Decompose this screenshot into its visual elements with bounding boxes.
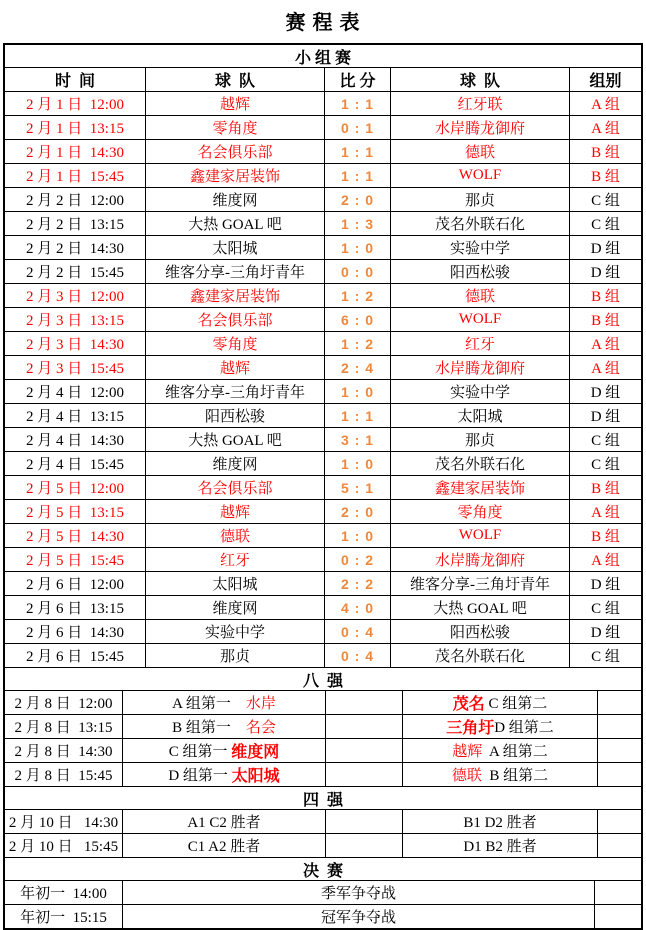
home-team-cell: 零角度 (145, 116, 324, 139)
team-name: 太阳城 (231, 768, 280, 785)
match-row (5, 211, 641, 235)
team-name: 越辉 (452, 744, 483, 760)
column-header-team2: 球 队 (390, 68, 569, 91)
team-name: 茂名 (452, 696, 485, 713)
home-team-cell (122, 715, 325, 738)
score-cell (325, 715, 402, 738)
away-team-cell: 那贞 (390, 188, 569, 211)
match-row (5, 283, 641, 307)
seed-label: D 组第二 (494, 720, 554, 736)
column-header-score: 比 分 (324, 68, 390, 91)
score-cell: 3 : 1 (324, 428, 390, 451)
away-team-cell: 维客分享-三角圩青年 (390, 572, 569, 595)
group-cell (597, 691, 641, 714)
group-cell: B 组 (569, 164, 641, 187)
score-cell: 1 : 1 (324, 92, 390, 115)
group-cell (597, 715, 641, 738)
away-team-cell: 茂名外联石化 (390, 452, 569, 475)
score-cell: 1 : 1 (324, 404, 390, 427)
time-cell: 2 月 8 日 14:30 (14, 744, 113, 760)
time-cell: 2 月 2 日 13:15 (26, 217, 124, 233)
final-label-cell: 季军争夺战 (122, 881, 594, 904)
score-cell: 0 : 1 (324, 116, 390, 139)
match-row (5, 833, 641, 857)
away-team-cell: 大热 GOAL 吧 (390, 596, 569, 619)
away-team-cell: 红牙 (390, 332, 569, 355)
away-team-cell: 德联 (390, 140, 569, 163)
group-cell: D 组 (569, 404, 641, 427)
away-team-cell: 实验中学 (390, 380, 569, 403)
match-row (5, 331, 641, 355)
away-team-cell: 水岸腾龙御府 (390, 356, 569, 379)
team-name: 名会 (245, 720, 276, 736)
group-cell: B 组 (569, 140, 641, 163)
time-cell: 2 月 1 日 12:00 (26, 97, 124, 113)
home-team-cell: 大热 GOAL 吧 (145, 212, 324, 235)
home-team-cell: 维客分享-三角圩青年 (145, 260, 324, 283)
match-row (5, 690, 641, 714)
group-cell: A 组 (569, 116, 641, 139)
group-cell: A 组 (569, 500, 641, 523)
time-cell: 2 月 4 日 15:45 (26, 457, 124, 473)
time-cell: 2 月 8 日 12:00 (14, 696, 113, 712)
match-row (5, 355, 641, 379)
group-cell (597, 834, 641, 857)
away-team-cell: 那贞 (390, 428, 569, 451)
match-row (5, 403, 641, 427)
home-team-cell: 越辉 (145, 500, 324, 523)
time-cell: 2 月 5 日 15:45 (26, 553, 124, 569)
time-cell: 2 月 5 日 12:00 (26, 481, 124, 497)
group-cell: B 组 (569, 308, 641, 331)
away-team-cell: D1 B2 胜者 (402, 834, 597, 857)
score-cell: 0 : 4 (324, 644, 390, 667)
group-cell (594, 905, 641, 928)
team-name: 三角圩 (446, 720, 495, 737)
time-cell: 2 月 1 日 14:30 (26, 145, 124, 161)
seed-label: B 组第一 (172, 720, 246, 736)
home-team-cell (122, 739, 325, 762)
home-team-cell: 鑫建家居装饰 (145, 164, 324, 187)
away-team-cell: 德联 (390, 284, 569, 307)
home-team-cell: C1 A2 胜者 (122, 834, 325, 857)
home-team-cell (122, 691, 325, 714)
match-row (5, 738, 641, 762)
match-row (5, 595, 641, 619)
match-row (5, 187, 641, 211)
group-cell: A 组 (569, 548, 641, 571)
column-header-group: 组别 (569, 68, 641, 91)
seed-label: C 组第二 (484, 696, 548, 712)
group-cell: C 组 (569, 644, 641, 667)
home-team-cell: 越辉 (145, 356, 324, 379)
group-cell: A 组 (569, 332, 641, 355)
score-cell: 2 : 2 (324, 572, 390, 595)
home-team-cell: 红牙 (145, 548, 324, 571)
score-cell: 1 : 2 (324, 332, 390, 355)
time-cell: 2 月 10 日 15:45 (8, 839, 119, 855)
group-cell: C 组 (569, 212, 641, 235)
away-team-cell: 阳西松骏 (390, 620, 569, 643)
group-cell: D 组 (569, 620, 641, 643)
team-name: 德联 (451, 768, 482, 784)
score-cell: 1 : 2 (324, 284, 390, 307)
home-team-cell: 越辉 (145, 92, 324, 115)
match-row (5, 235, 641, 259)
match-row (5, 714, 641, 738)
score-cell: 2 : 0 (324, 500, 390, 523)
section-header-semi-finals: 四 强 (5, 786, 641, 809)
away-team-cell: 茂名外联石化 (390, 644, 569, 667)
score-cell: 0 : 0 (324, 260, 390, 283)
away-team-cell (402, 691, 597, 714)
home-team-cell: 维度网 (145, 596, 324, 619)
group-cell: D 组 (569, 572, 641, 595)
column-header-time: 时 间 (54, 73, 95, 90)
home-team-cell: 鑫建家居装饰 (145, 284, 324, 307)
match-row (5, 643, 641, 667)
score-cell: 6 : 0 (324, 308, 390, 331)
final-row (5, 880, 641, 904)
group-cell: A 组 (569, 92, 641, 115)
score-cell: 0 : 2 (324, 548, 390, 571)
home-team-cell: 阳西松骏 (145, 404, 324, 427)
time-cell: 2 月 2 日 15:45 (26, 265, 124, 281)
home-team-cell: 零角度 (145, 332, 324, 355)
time-cell: 2 月 5 日 14:30 (26, 529, 124, 545)
match-row (5, 139, 641, 163)
match-row (5, 163, 641, 187)
time-cell: 2 月 4 日 12:00 (26, 385, 124, 401)
time-cell: 2 月 10 日 14:30 (8, 815, 119, 831)
away-team-cell: WOLF (390, 524, 569, 547)
final-row (5, 904, 641, 928)
match-row (5, 427, 641, 451)
score-cell: 1 : 0 (324, 452, 390, 475)
match-row (5, 571, 641, 595)
away-team-cell: 茂名外联石化 (390, 212, 569, 235)
score-cell: 2 : 0 (324, 188, 390, 211)
time-cell: 2 月 2 日 12:00 (26, 193, 124, 209)
home-team-cell: 那贞 (145, 644, 324, 667)
section-header-quarter-finals: 八 强 (5, 667, 641, 690)
match-row (5, 547, 641, 571)
score-cell: 1 : 1 (324, 140, 390, 163)
group-cell: C 组 (569, 596, 641, 619)
seed-label: A 组第一 (172, 696, 246, 712)
time-cell: 2 月 6 日 12:00 (26, 577, 124, 593)
home-team-cell: 实验中学 (145, 620, 324, 643)
seed-label: D 组第一 (168, 768, 232, 784)
score-cell: 2 : 4 (324, 356, 390, 379)
seed-label: C 组第一 (168, 744, 232, 760)
score-cell: 1 : 0 (324, 380, 390, 403)
time-cell: 年初一 14:00 (20, 886, 107, 902)
time-cell: 2 月 2 日 14:30 (26, 241, 124, 257)
match-row (5, 451, 641, 475)
group-cell: C 组 (569, 452, 641, 475)
away-team-cell: 水岸腾龙御府 (390, 116, 569, 139)
away-team-cell: 零角度 (390, 500, 569, 523)
time-cell: 年初一 15:15 (20, 910, 107, 926)
time-cell: 2 月 1 日 13:15 (26, 121, 124, 137)
page-title: 赛 程 表 (285, 12, 361, 34)
away-team-cell (402, 739, 597, 762)
column-header-row (5, 67, 641, 91)
final-label-cell: 冠军争夺战 (122, 905, 594, 928)
schedule-table (3, 43, 643, 930)
home-team-cell: 名会俱乐部 (145, 140, 324, 163)
match-row (5, 259, 641, 283)
group-cell: B 组 (569, 524, 641, 547)
score-cell (325, 810, 402, 833)
away-team-cell: 阳西松骏 (390, 260, 569, 283)
away-team-cell (402, 763, 597, 786)
match-row (5, 523, 641, 547)
home-team-cell: 名会俱乐部 (145, 476, 324, 499)
time-cell: 2 月 3 日 15:45 (26, 361, 124, 377)
score-cell: 1 : 1 (324, 164, 390, 187)
score-cell: 1 : 0 (324, 236, 390, 259)
away-team-cell: WOLF (390, 308, 569, 331)
time-cell: 2 月 6 日 14:30 (26, 625, 124, 641)
match-row (5, 91, 641, 115)
team-name: 维度网 (231, 744, 280, 761)
time-cell: 2 月 4 日 13:15 (26, 409, 124, 425)
team-name: 水岸 (245, 696, 276, 712)
time-cell: 2 月 8 日 15:45 (14, 768, 113, 784)
away-team-cell: WOLF (390, 164, 569, 187)
home-team-cell (122, 763, 325, 786)
away-team-cell: 鑫建家居装饰 (390, 476, 569, 499)
score-cell (325, 739, 402, 762)
section-header-group-stage: 小 组 赛 (294, 49, 351, 67)
group-cell: D 组 (569, 380, 641, 403)
seed-label: B 组第二 (481, 768, 549, 784)
home-team-cell: 维度网 (145, 452, 324, 475)
home-team-cell: 太阳城 (145, 236, 324, 259)
group-cell: B 组 (569, 476, 641, 499)
group-cell: C 组 (569, 428, 641, 451)
away-team-cell: 红牙联 (390, 92, 569, 115)
score-cell: 0 : 4 (324, 620, 390, 643)
group-cell: A 组 (569, 356, 641, 379)
group-cell (594, 881, 641, 904)
score-cell: 1 : 3 (324, 212, 390, 235)
group-cell (597, 810, 641, 833)
time-cell: 2 月 6 日 13:15 (26, 601, 124, 617)
home-team-cell: 名会俱乐部 (145, 308, 324, 331)
section-header-finals: 决 赛 (5, 857, 641, 880)
time-cell: 2 月 4 日 14:30 (26, 433, 124, 449)
match-row (5, 762, 641, 786)
match-row (5, 379, 641, 403)
time-cell: 2 月 5 日 13:15 (26, 505, 124, 521)
away-team-cell: 实验中学 (390, 236, 569, 259)
away-team-cell: 水岸腾龙御府 (390, 548, 569, 571)
group-cell: D 组 (569, 260, 641, 283)
away-team-cell (402, 715, 597, 738)
time-cell: 2 月 6 日 15:45 (26, 649, 124, 665)
match-row (5, 499, 641, 523)
home-team-cell: 维度网 (145, 188, 324, 211)
score-cell (325, 763, 402, 786)
match-row (5, 475, 641, 499)
seed-label: A 组第二 (482, 744, 548, 760)
time-cell: 2 月 3 日 14:30 (26, 337, 124, 353)
time-cell: 2 月 3 日 13:15 (26, 313, 124, 329)
score-cell (325, 834, 402, 857)
column-header-team1: 球 队 (145, 68, 324, 91)
group-cell (597, 739, 641, 762)
score-cell: 4 : 0 (324, 596, 390, 619)
match-row (5, 809, 641, 833)
home-team-cell: 维客分享-三角圩青年 (145, 380, 324, 403)
score-cell: 1 : 0 (324, 524, 390, 547)
time-cell: 2 月 3 日 12:00 (26, 289, 124, 305)
group-cell (597, 763, 641, 786)
time-cell: 2 月 1 日 15:45 (26, 169, 124, 185)
home-team-cell: 太阳城 (145, 572, 324, 595)
group-cell: B 组 (569, 284, 641, 307)
home-team-cell: A1 C2 胜者 (122, 810, 325, 833)
score-cell (325, 691, 402, 714)
group-cell: C 组 (569, 188, 641, 211)
time-cell: 2 月 8 日 13:15 (14, 720, 113, 736)
home-team-cell: 大热 GOAL 吧 (145, 428, 324, 451)
score-cell: 5 : 1 (324, 476, 390, 499)
away-team-cell: B1 D2 胜者 (402, 810, 597, 833)
match-row (5, 115, 641, 139)
match-row (5, 619, 641, 643)
group-cell: D 组 (569, 236, 641, 259)
match-row (5, 307, 641, 331)
away-team-cell: 太阳城 (390, 404, 569, 427)
home-team-cell: 德联 (145, 524, 324, 547)
